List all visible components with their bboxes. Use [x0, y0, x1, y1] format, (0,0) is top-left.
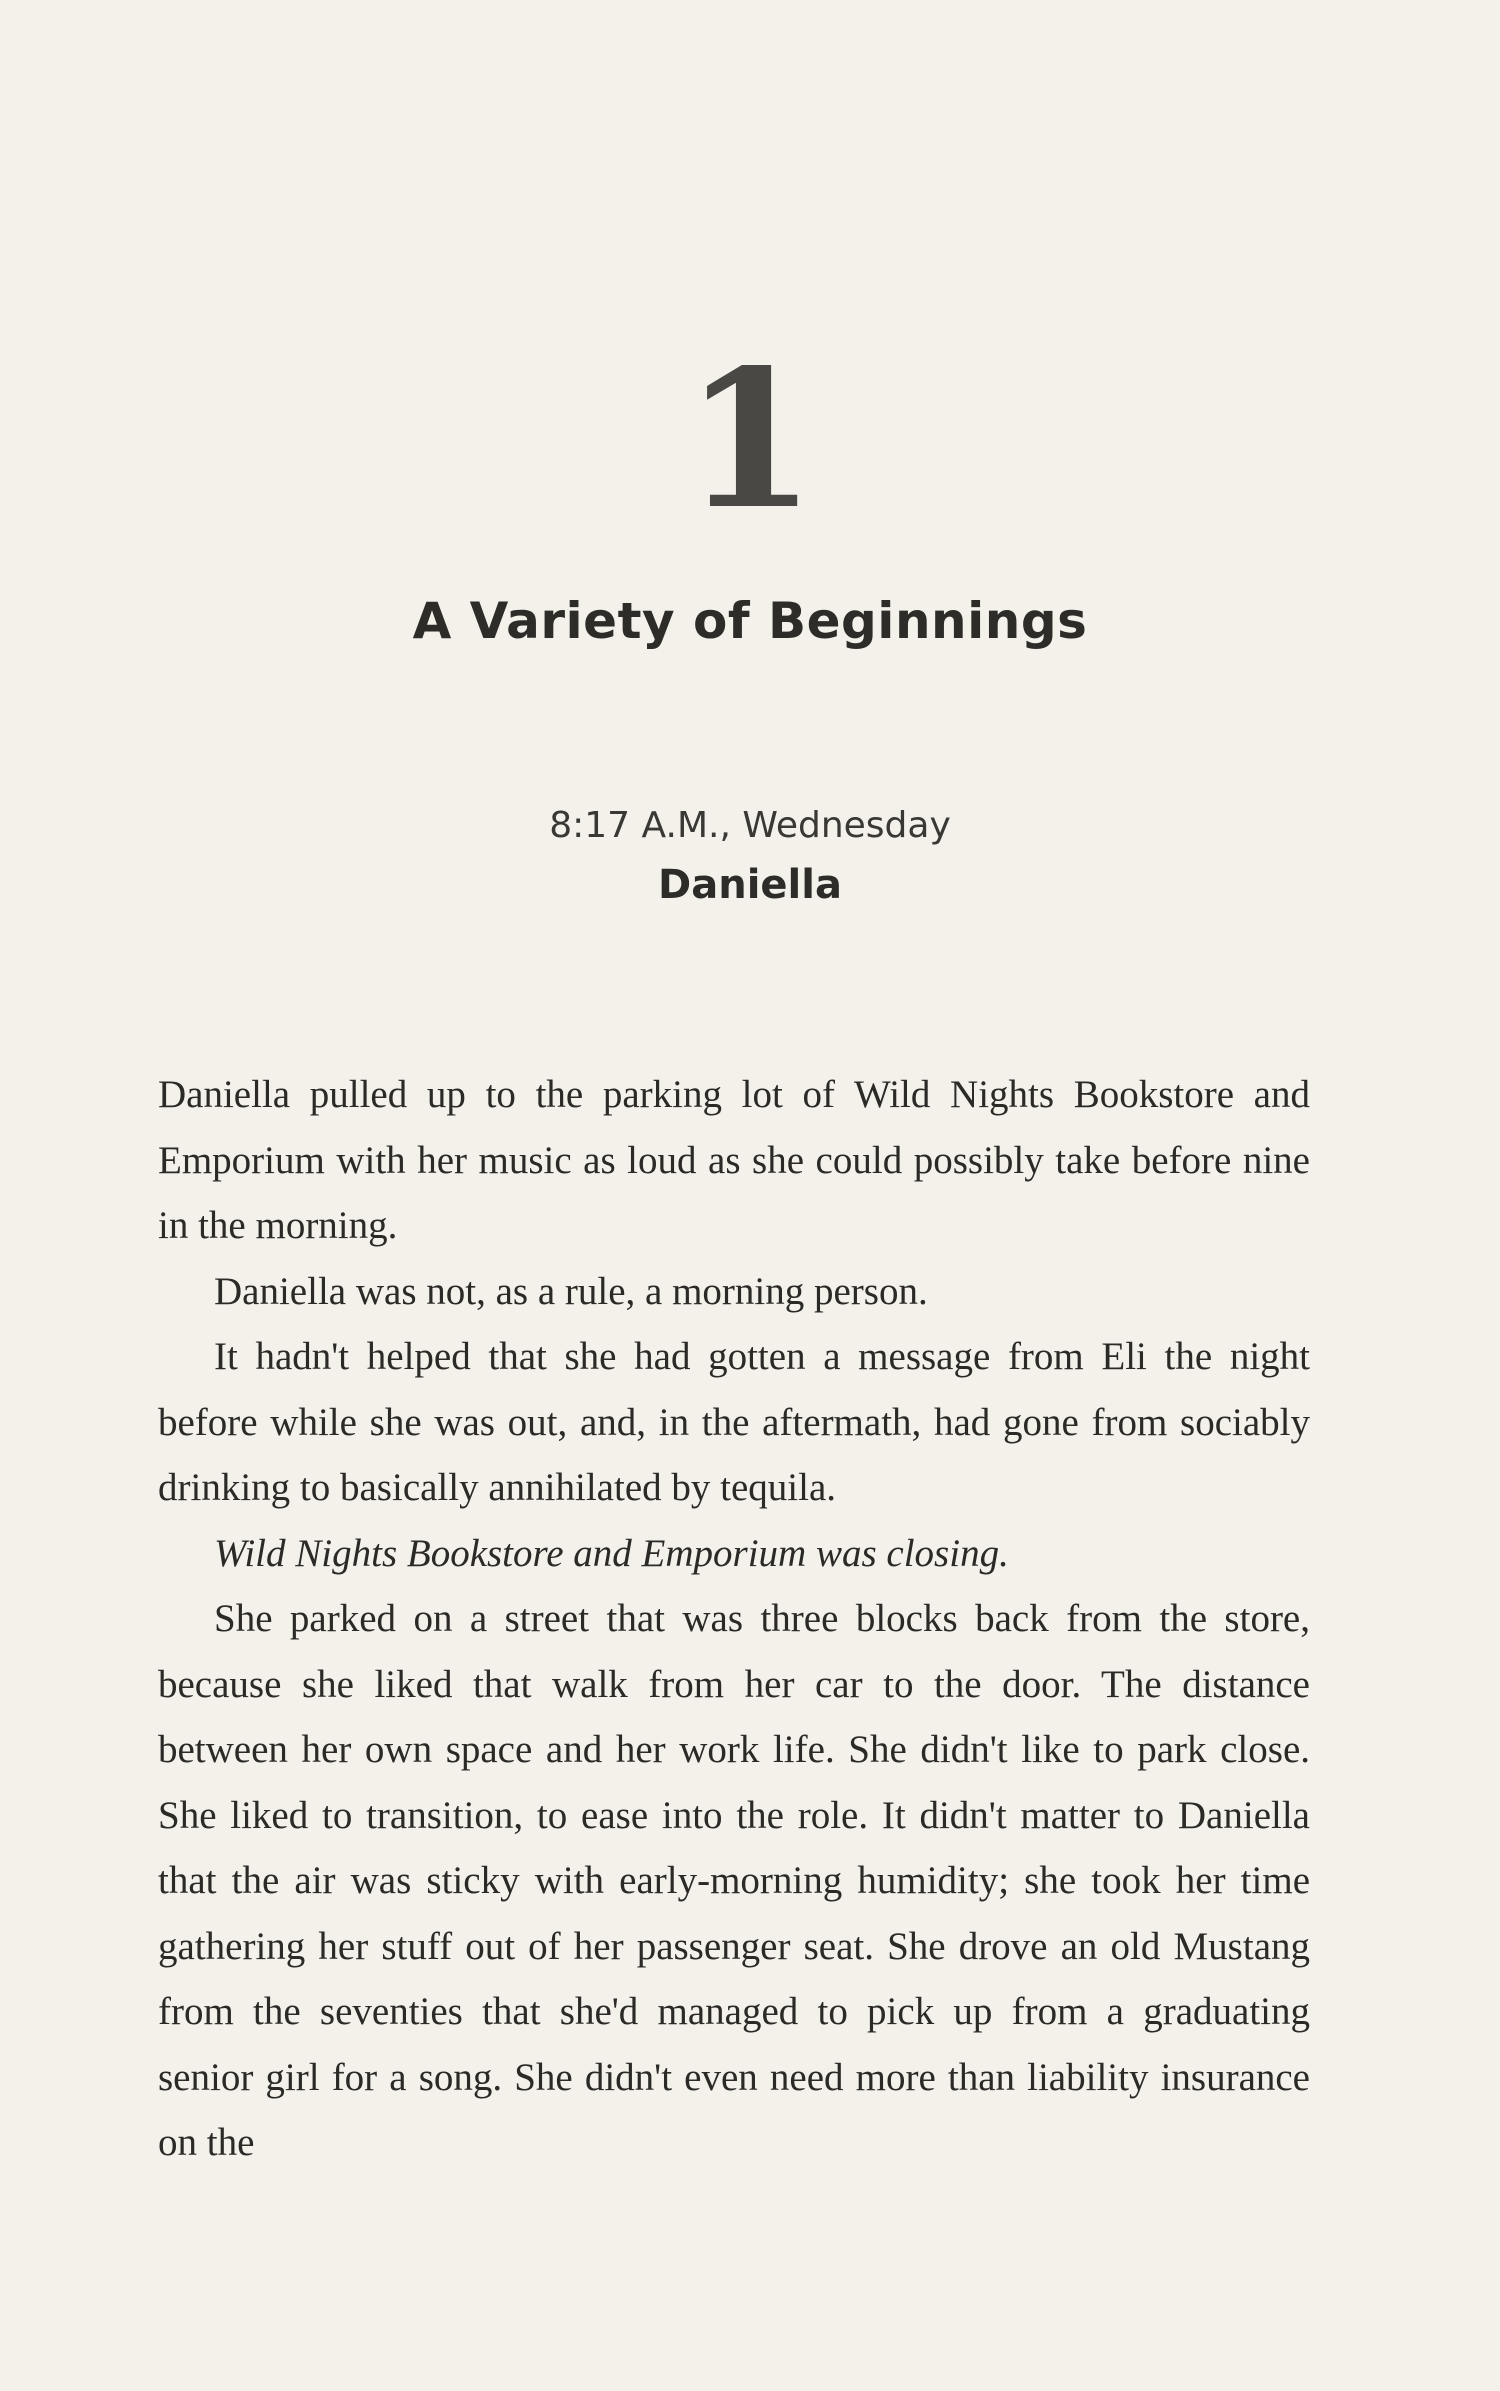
section-pov-name: Daniella	[658, 862, 842, 908]
chapter-number: 1	[683, 328, 817, 551]
paragraph-italic: Wild Nights Bookstore and Emporium was closing.	[214, 1531, 1009, 1575]
chapter-title: A Variety of Beginnings	[412, 592, 1088, 650]
paragraph: Daniella pulled up to the parking lot of Wild Nights Bookstore and Emporium with her music as loud as she could possibly take before nine in the morning.	[158, 1073, 1310, 1247]
section-timestamp: 8:17 A.M., Wednesday	[549, 805, 951, 846]
paragraph: She parked on a street that was three blocks back from the store, because she liked that walk from her car to the door. The distance between her own space and her work life. She didn't like to park close. She liked to transition, to ease into the role. It didn't matter to Daniella that the air was sticky with early-morning humidity; she took her time gathering her stuff out of her passenger seat. She drove an old Mustang from the seventies that she'd managed to pick up from a graduating senior girl for a song. She didn't even need more than liability insurance on the	[158, 1597, 1310, 2164]
body-text	[158, 1062, 1310, 2176]
paragraph: Daniella was not, as a rule, a morning person.	[214, 1269, 928, 1313]
paragraph: It hadn't helped that she had gotten a message from Eli the night before while she was out, and, in the aftermath, had gone from sociably drinking to basically annihilated by tequila.	[158, 1335, 1310, 1509]
